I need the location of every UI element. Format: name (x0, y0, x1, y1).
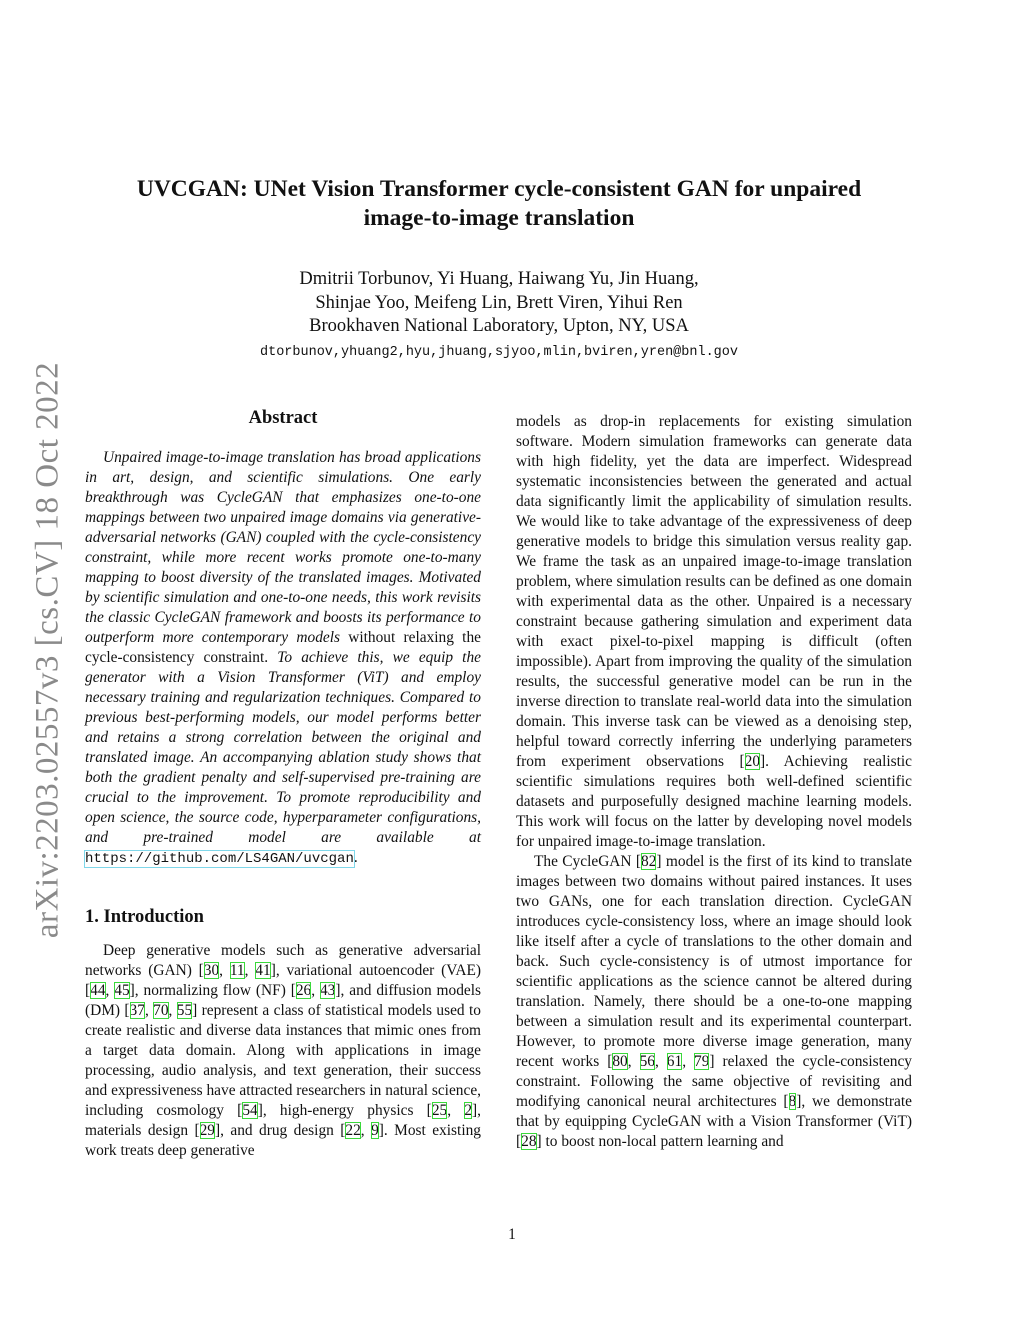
page-number: 1 (508, 1226, 516, 1243)
citation-link[interactable]: 44 (90, 982, 106, 999)
right-column (516, 412, 912, 1152)
citation-link[interactable]: 55 (176, 1002, 193, 1019)
citation-link[interactable]: 45 (114, 982, 130, 999)
text-run: , (105, 982, 115, 999)
citation-link[interactable]: 61 (666, 1053, 683, 1070)
author-emails: dtorbunov,yhuang2,hyu,jhuang,sjyoo,mlin,bviren,yren@bnl.gov (260, 345, 738, 360)
citation-link[interactable]: 2 (464, 1102, 473, 1119)
arxiv-sidebar-stamp (28, 355, 68, 945)
text-run: ], normalizing flow (NF) [ (129, 982, 296, 999)
citation-link[interactable]: 28 (521, 1133, 537, 1150)
intro-paragraph-2 (516, 412, 912, 852)
citation-link[interactable]: 37 (129, 1002, 145, 1019)
citation-link[interactable]: 79 (694, 1053, 710, 1070)
text-run: , (168, 1002, 177, 1019)
text-run: , (244, 962, 256, 979)
citation-link[interactable]: 20 (744, 753, 761, 770)
abstract-part-1: Unpaired image-to-image translation has broad applications in art, design, and scientific simulations. One early breakthrough was CycleGAN that emphasizes one-to-one mappings between two unpaired image domains via generative-adversarial networks (GAN) coupled with the cycle-consistency constraint, while more recent works promote one-to-many mapping to boost diversity of the translated images. Motivated by scientific simulation and one-to-one needs, this work revisits the classic CycleGAN framework and boosts its performance to outperform more contemporary models (85, 449, 481, 646)
text-run: , (654, 1053, 667, 1070)
left-column (85, 408, 481, 1161)
text-run: ] to boost non-local pattern learning and (536, 1133, 784, 1150)
title-line-2: image-to-image translation (363, 205, 635, 231)
citation-link[interactable]: 11 (229, 962, 245, 979)
citation-link[interactable]: 8 (788, 1093, 797, 1110)
text-run: ], variational autoencoder (VAE) [ (85, 962, 481, 999)
citation-link[interactable]: 26 (295, 982, 312, 999)
abstract-end: . (353, 849, 358, 866)
text-run: , (144, 1002, 154, 1019)
text-run: , (447, 1102, 465, 1119)
citation-link[interactable]: 56 (639, 1053, 655, 1070)
author-block (110, 268, 888, 339)
abstract-text (85, 448, 481, 869)
citation-link[interactable]: 82 (641, 853, 657, 870)
repository-link[interactable]: https://github.com/LS4GAN/uvcgan (85, 851, 354, 867)
text-run: ], high-energy physics [ (257, 1102, 432, 1119)
text-run: ], and diffusion models (DM) [ (85, 982, 481, 1019)
citation-link[interactable]: 43 (319, 982, 336, 999)
intro-paragraph-1 (85, 941, 481, 1161)
text-run: , (627, 1053, 640, 1070)
text-run: ] relaxed the cycle-consistency constraint. Following the same objective of revisiting and modifying canonical neural architectures [ (516, 1053, 913, 1110)
citation-link[interactable]: 41 (255, 962, 271, 979)
arxiv-identifier: arXiv:2203.02557v3 [cs.CV] 18 Oct 2022 (29, 361, 66, 939)
text-run: ]. Most existing work treats deep generative (85, 1122, 481, 1159)
paper-title (110, 175, 888, 233)
text-run: , (360, 1122, 372, 1139)
abstract-part-2: without relaxing the cycle-consistency constraint. (85, 629, 481, 666)
text-run: ], we demonstrate that by equipping CycleGAN with a Vision Transformer (ViT) [ (516, 1093, 912, 1150)
text-run: ], materials design [ (85, 1102, 481, 1139)
authors-line-1: Dmitrii Torbunov, Yi Huang, Haiwang Yu, Jin Huang, (299, 269, 699, 289)
text-run: models as drop-in replacements for existing simulation software. Modern simulation frameworks can generate data with high fidelity, yet the data are imperfect. Widespread systematic inconsistencies between the generated and actual data significantly limit the applicability of simulation results. We would like to take advantage of the expressiveness of deep generative models to bridge this simulation versus reality gap. We frame the task as an unpaired image-to-image translation problem, where simulation results can be defined as one domain with experimental data as the other. Unpaired is a necessary constraint because gathering simulation and experiment data with exact pixel-to-pixel mapping is difficult (often impossible). Apart from improving the quality of the simulation results, the successful generative model can be run in the inverse direction to translate real-world data into the simulation domain. This inverse task can be viewed as a denoising step, helpful toward correctly inferring the underlying parameters from experiment observations [ (516, 413, 912, 770)
authors-line-2: Shinjae Yoo, Meifeng Lin, Brett Viren, Yihui Ren (315, 292, 683, 313)
text-run: The CycleGAN [ (534, 853, 642, 870)
text-run: , (682, 1053, 695, 1070)
citation-link[interactable]: 9 (371, 1122, 379, 1139)
citation-link[interactable]: 70 (153, 1002, 169, 1019)
citation-link[interactable]: 30 (203, 962, 220, 979)
intro-paragraph-3 (516, 852, 912, 1152)
abstract-part-3: To achieve this, we equip the generator with a Vision Transformer (ViT) and employ necessary training and regularization techniques. Compared to previous best-performing models, our model performs better and retains a strong correlation between the original and translated image. An accompanying ablation study shows that both the gradient penalty and self-supervised pre-training are crucial to the improvement. To promote reproducibility and open science, the source code, hyperparameter configurations, and pre-trained model are available at (85, 649, 481, 846)
text-run: , (219, 962, 230, 979)
text-run: , (311, 982, 320, 999)
text-run: ] model is the first of its kind to translate images between two domains without paired instances. It uses two GANs, one for each translation direction. CycleGAN introduces cycle-consistency loss, where an image should look like itself after a cycle of translations to the other domain and back. Such cycle-consistency is of utmost importance for scientific applications as the science cannot be altered during translation. Namely, there should be a one-to-one mapping between a simulation result and its experimental counterpart. However, to promote more diverse image generation, many recent works [ (516, 853, 912, 1070)
text-run: ] represent a class of statistical models used to create realistic and diverse data instances that mimic ones from a target data domain. Along with applications in image processing, audio analysis, and text generation, their success and expressiveness have attracted researchers in natural science, including cosmology [ (85, 1002, 481, 1119)
text-run: ], and drug design [ (214, 1122, 346, 1139)
abstract-heading: Abstract (248, 408, 318, 428)
introduction-heading: 1. Introduction (85, 907, 204, 927)
text-run: Deep generative models such as generative adversarial networks (GAN) [ (85, 942, 481, 979)
affiliation: Brookhaven National Laboratory, Upton, NY, USA (309, 316, 689, 336)
citation-link[interactable]: 54 (242, 1102, 258, 1119)
title-line-1: UVCGAN: UNet Vision Transformer cycle-consistent GAN for unpaired (136, 176, 862, 202)
citation-link[interactable]: 22 (345, 1122, 361, 1139)
citation-link[interactable]: 80 (612, 1053, 628, 1070)
text-run: ]. Achieving realistic scientific simulations requires both well-defined scientific datasets and purposefully designed machine learning models. This work will focus on the latter by developing novel models for unpaired image-to-image translation. (516, 753, 912, 850)
citation-link[interactable]: 25 (431, 1102, 448, 1119)
citation-link[interactable]: 29 (199, 1122, 215, 1139)
